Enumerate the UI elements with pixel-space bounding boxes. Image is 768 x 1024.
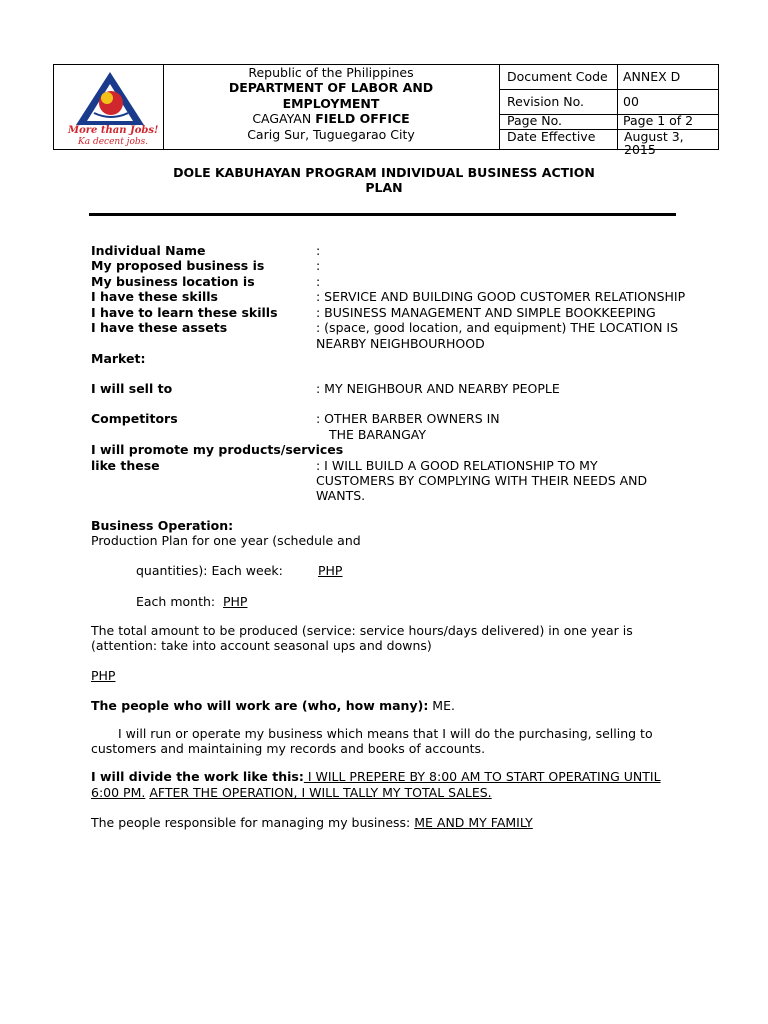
competitors-value-cont: THE BARANGAY — [329, 427, 427, 442]
date-effective-year: 2015 — [624, 142, 656, 157]
production-plan-text: Production Plan for one year (schedule and — [91, 533, 361, 548]
header-department: DEPARTMENT OF LABOR AND — [228, 80, 434, 95]
each-month-value: PHP — [223, 594, 248, 609]
divide-work-time: 6:00 PM. — [91, 785, 146, 800]
field-value-assets: : (space, good location, and equipment) THE LOCATION IS — [316, 320, 679, 335]
header-row-divider — [499, 89, 718, 90]
field-label-learn-skills: I have to learn these skills — [91, 305, 278, 320]
document-title-line1: DOLE KABUHAYAN PROGRAM INDIVIDUAL BUSINESS ACTION — [173, 165, 595, 180]
header-republic: Republic of the Philippines — [248, 65, 414, 80]
field-value-assets-cont: NEARBY NEIGHBOURHOOD — [316, 336, 485, 351]
run-business-text-cont: customers and maintaining my records and books of accounts. — [91, 741, 486, 756]
total-amount-text: The total amount to be produced (service: service hours/days delivered) in one year is — [91, 623, 633, 638]
each-week-label: quantities): Each week: — [136, 563, 283, 578]
field-label-business: My proposed business is — [91, 258, 265, 273]
logo-tagline-1: More than Jobs! — [68, 125, 159, 136]
header-employment: EMPLOYMENT — [282, 96, 380, 111]
market-heading: Market: — [91, 351, 146, 366]
header-field-office-bold: FIELD OFFICE — [315, 111, 410, 126]
field-value-name: : — [316, 243, 321, 258]
field-label-skills: I have these skills — [91, 289, 218, 304]
divide-work-after: AFTER THE OPERATION, I WILL TALLY MY TOTAL SALES. — [149, 785, 492, 800]
header-address: Carig Sur, Tuguegarao City — [247, 127, 415, 142]
page-no-label: Page No. — [507, 113, 562, 128]
field-value-skills: : SERVICE AND BUILDING GOOD CUSTOMER RELATIONSHIP — [316, 289, 686, 304]
run-business-text: I will run or operate my business which means that I will do the purchasing, selling to — [118, 726, 653, 741]
people-who-work — [91, 698, 455, 713]
header-field-office-prefix: CAGAYAN — [252, 111, 316, 126]
divide-work-cont — [91, 785, 492, 800]
promote-label-cont: like these — [91, 458, 160, 473]
each-month-label: Each month: — [136, 594, 216, 609]
field-value-learn-skills: : BUSINESS MANAGEMENT AND SIMPLE BOOKKEEPING — [316, 305, 656, 320]
title-divider — [89, 213, 676, 216]
promote-value-end: WANTS. — [316, 488, 366, 503]
field-value-location: : — [316, 274, 321, 289]
total-amount-text-cont: (attention: take into account seasonal ups and downs) — [91, 638, 432, 653]
managing-value: ME AND MY FAMILY — [414, 815, 533, 830]
divide-work-label: I will divide the work like this: — [91, 769, 304, 784]
revision-label: Revision No. — [507, 94, 584, 109]
header-divider — [499, 65, 500, 149]
competitors-value: : OTHER BARBER OWNERS IN — [316, 411, 500, 426]
people-who-work-label: The people who will work are (who, how many): — [91, 698, 429, 713]
field-label-location: My business location is — [91, 274, 255, 289]
promote-value-cont: CUSTOMERS BY COMPLYING WITH THEIR NEEDS AND — [316, 473, 648, 488]
field-label-assets: I have these assets — [91, 320, 228, 335]
document-title-line2: PLAN — [365, 180, 403, 195]
sell-label: I will sell to — [91, 381, 173, 396]
field-value-business: : — [316, 258, 321, 273]
divide-work — [91, 769, 661, 784]
promote-value: : I WILL BUILD A GOOD RELATIONSHIP TO MY — [316, 458, 598, 473]
operation-heading: Business Operation: — [91, 518, 234, 533]
date-effective-value: August 3, — [624, 129, 684, 144]
field-label-name: Individual Name — [91, 243, 206, 258]
divide-work-value: I WILL PREPERE BY 8:00 AM TO START OPERATING UNTIL — [303, 769, 661, 784]
sell-value: : MY NEIGHBOUR AND NEARBY PEOPLE — [316, 381, 560, 396]
dole-logo-icon — [64, 69, 159, 149]
managing-business — [91, 815, 533, 830]
promote-label: I will promote my products/services — [91, 442, 344, 457]
header-field-office — [163, 111, 499, 126]
date-effective-label: Date Effective — [507, 129, 596, 144]
each-week-value: PHP — [318, 563, 343, 578]
competitors-label: Competitors — [91, 411, 178, 426]
header-divider — [617, 65, 618, 149]
total-amount-value: PHP — [91, 668, 116, 683]
page-no-value: Page 1 of 2 — [623, 113, 694, 128]
doc-code-value: ANNEX D — [623, 69, 681, 84]
logo-tagline-2: Ka decent jobs. — [78, 137, 149, 147]
doc-code-label: Document Code — [507, 69, 608, 84]
revision-value: 00 — [623, 94, 639, 109]
managing-label: The people responsible for managing my business: — [91, 815, 415, 830]
people-who-work-value: ME. — [428, 698, 455, 713]
